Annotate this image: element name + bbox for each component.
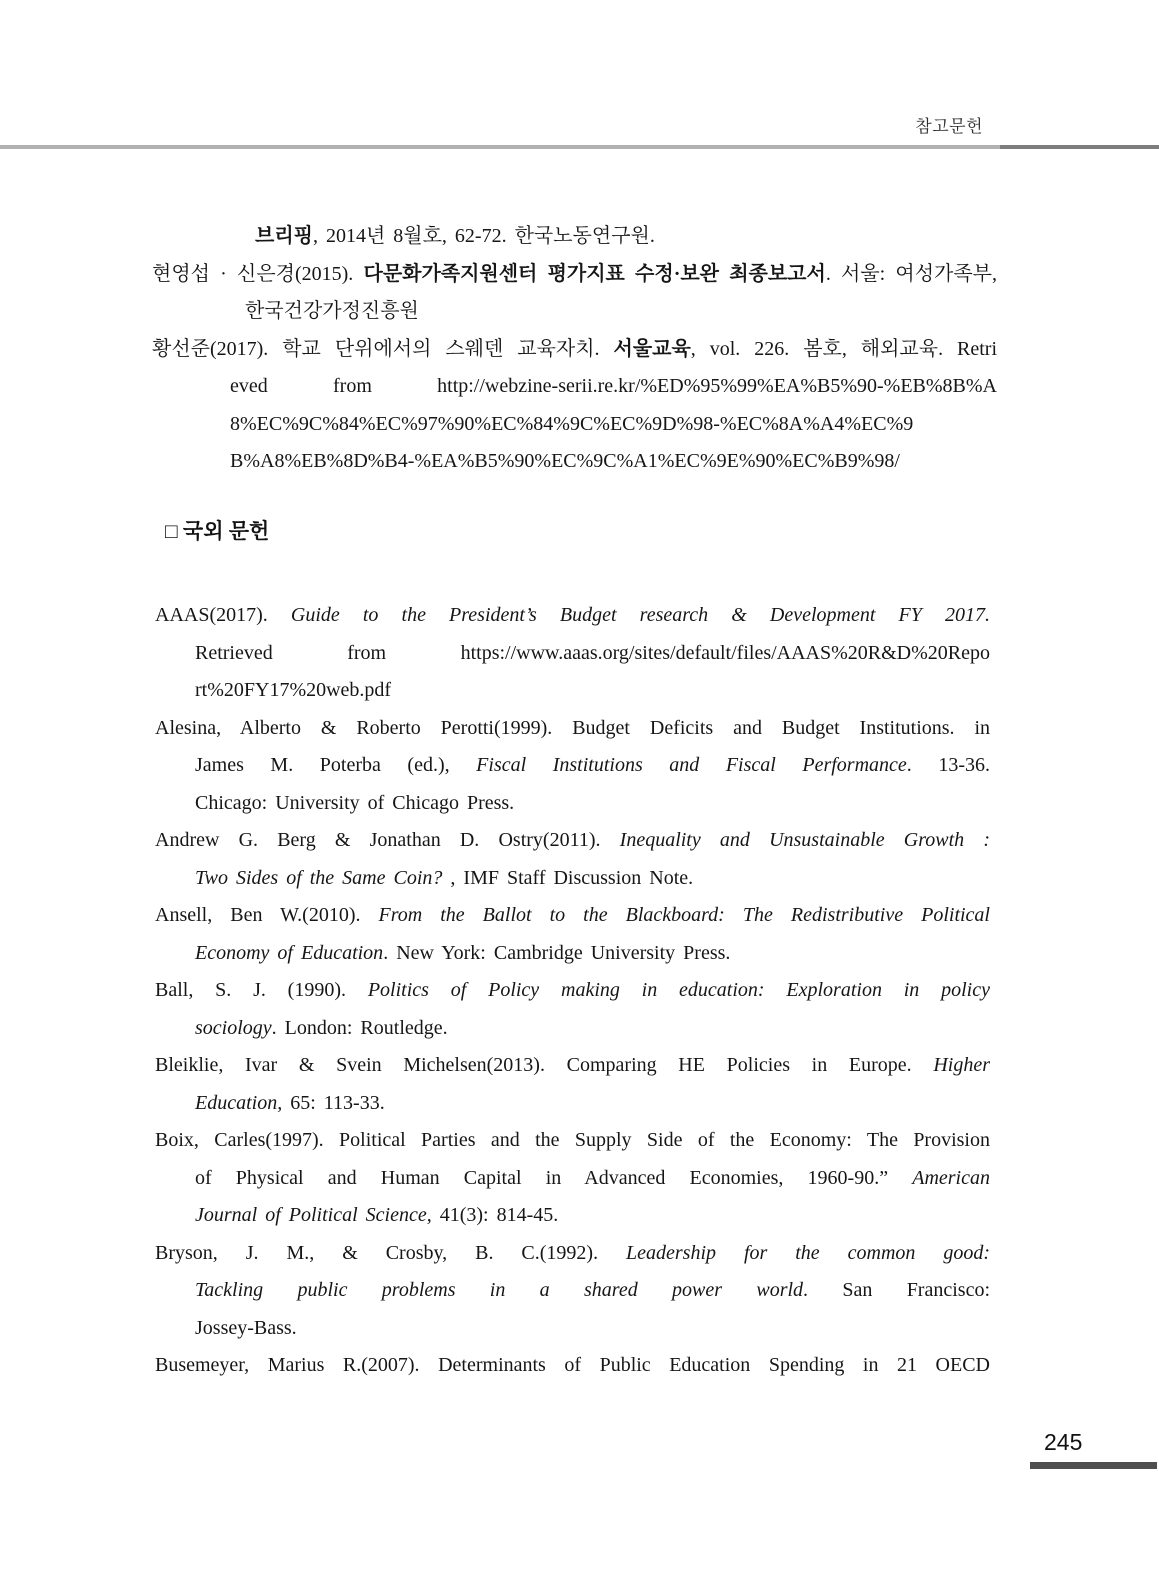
header-rule-dark-segment [1000, 145, 1159, 149]
reference-text-segment: Andrew G. Berg & Jonathan D. Ostry(2011). [155, 829, 620, 851]
reference-text-segment: 8%EC%9C%84%EC%97%90%EC%84%9C%EC%9D%98-%EC%8A%A4%EC%9 [230, 412, 914, 435]
reference-line [155, 597, 990, 635]
header-rule-light-segment [0, 145, 1000, 149]
reference-line [155, 672, 990, 710]
reference-text-segment: AAAS(2017). [155, 604, 291, 626]
reference-text-segment: Retrieved from https://www.aaas.org/sites/default/files/AAAS%20R&D%20Repo [195, 641, 990, 664]
reference-line [155, 1347, 990, 1385]
footer-bar [1030, 1462, 1157, 1469]
reference-text-segment: rt%20FY17%20web.pdf [195, 679, 392, 701]
reference-text-segment: . 서울: 여성가족부, [825, 262, 998, 285]
reference-text-segment: 다문화가족지원센터 평가지표 수정·보완 최종보고서 [363, 262, 826, 285]
reference-text-segment: Economy of Education [195, 941, 384, 964]
reference-text-segment: Fiscal Institutions and Fiscal Performance [476, 754, 907, 776]
section-heading-foreign-literature: □ 국외 문헌 [165, 518, 270, 543]
reference-line [155, 1047, 990, 1085]
references-list [0, 218, 1159, 1385]
reference-text-segment: Leadership for the common good: [626, 1241, 990, 1264]
reference-text-segment: Ansell, Ben W.(2010). [155, 904, 379, 926]
reference-text-segment: From the Ballot to the Blackboard: The Redistributive Political [378, 904, 990, 926]
reference-text-segment: . San Francisco: [803, 1279, 990, 1301]
reference-text-segment: 현영섭 · 신은경(2015). [152, 262, 364, 285]
reference-line [155, 1235, 990, 1273]
reference-line [152, 293, 997, 331]
reference-line [155, 1197, 990, 1235]
reference-text-segment: Tackling public problems in a shared power world [195, 1279, 804, 1301]
reference-text-segment: of Physical and Human Capital in Advanced Economies, 1960-90.” [195, 1166, 913, 1189]
reference-line [155, 1310, 990, 1348]
reference-text-segment: , vol. 226. 봄호, 해외교육. Retri [690, 337, 998, 360]
reference-line [155, 1160, 990, 1198]
reference-line [152, 368, 997, 406]
foreign-references [0, 597, 1159, 1385]
reference-text-segment: Education, [195, 1091, 283, 1114]
reference-line [152, 331, 997, 369]
reference-text-segment: Guide to the President’s Budget research & Development FY 2017. [290, 604, 990, 626]
reference-text-segment: . 13-36. [906, 754, 991, 776]
reference-text-segment: Journal of Political Science, [195, 1204, 432, 1226]
reference-text-segment: 서울교육 [613, 337, 691, 360]
reference-line [155, 785, 990, 823]
reference-text-segment: . New York: Cambridge University Press. [383, 941, 731, 964]
reference-text-segment: Jossey-Bass. [195, 1316, 297, 1339]
reference-text-segment: . London: Routledge. [271, 1016, 448, 1039]
reference-line [155, 1010, 990, 1048]
reference-text-segment: Chicago: University of Chicago Press. [195, 791, 515, 814]
page-number: 245 [1044, 1429, 1083, 1455]
reference-text-segment: Bleiklie, Ivar & Svein Michelsen(2013). Comparing HE Policies in Europe. [155, 1054, 934, 1076]
reference-line [152, 218, 997, 256]
reference-text-segment: B%A8%EB%8D%B4-%EA%B5%90%EC%9C%A1%EC%9E%90%EC%B9%98/ [230, 450, 900, 472]
reference-text-segment: Two Sides of the Same Coin? [195, 866, 443, 889]
reference-text-segment: 41(3): 814-45. [431, 1204, 559, 1226]
reference-text-segment: Alesina, Alberto & Roberto Perotti(1999). Budget Deficits and Budget Institutions. in [155, 716, 990, 739]
reference-text-segment: Bryson, J. M., & Crosby, B. C.(1992). [155, 1241, 627, 1264]
reference-line [152, 406, 997, 444]
reference-text-segment: Busemeyer, Marius R.(2007). Determinants of Public Education Spending in 21 OECD [155, 1354, 990, 1376]
reference-text-segment: 65: 113-33. [282, 1091, 385, 1114]
reference-line [152, 443, 997, 481]
reference-text-segment: American [912, 1166, 990, 1189]
reference-text-segment: , 2014년 8월호, 62-72. 한국노동연구원. [312, 225, 655, 247]
reference-line [155, 1272, 990, 1310]
reference-text-segment: Ball, S. J. (1990). [155, 979, 368, 1001]
reference-text-segment: 브리핑 [255, 225, 313, 247]
reference-line [155, 710, 990, 748]
reference-text-segment: Inequality and Unsustainable Growth : [619, 829, 990, 851]
running-head-title: 참고문헌 [915, 117, 983, 136]
reference-text-segment: 황선준(2017). 학교 단위에서의 스웨덴 교육자치. [152, 337, 614, 360]
header-rule [0, 145, 1159, 149]
reference-text-segment: eved from http://webzine-serii.re.kr/%ED%95%99%EA%B5%90-%EB%8B%A [230, 375, 997, 397]
korean-references [0, 218, 1159, 481]
reference-text-segment: Politics of Policy making in education: Exploration in policy [367, 979, 990, 1001]
reference-line [155, 860, 990, 898]
reference-line [155, 1085, 990, 1123]
reference-line [155, 747, 990, 785]
reference-line [155, 635, 990, 673]
reference-text-segment: , IMF Staff Discussion Note. [442, 866, 694, 889]
reference-line [155, 897, 990, 935]
reference-line [155, 935, 990, 973]
reference-line [152, 256, 997, 294]
reference-text-segment: sociology [195, 1016, 272, 1039]
reference-text-segment: James M. Poterba (ed.), [195, 754, 477, 776]
reference-line [155, 972, 990, 1010]
reference-text-segment: Boix, Carles(1997). Political Parties and the Supply Side of the Economy: The Provision [155, 1129, 990, 1151]
reference-text-segment: Higher [933, 1054, 990, 1076]
reference-text-segment: 한국건강가정진흥원 [245, 300, 419, 322]
reference-line [155, 822, 990, 860]
reference-line [155, 1122, 990, 1160]
